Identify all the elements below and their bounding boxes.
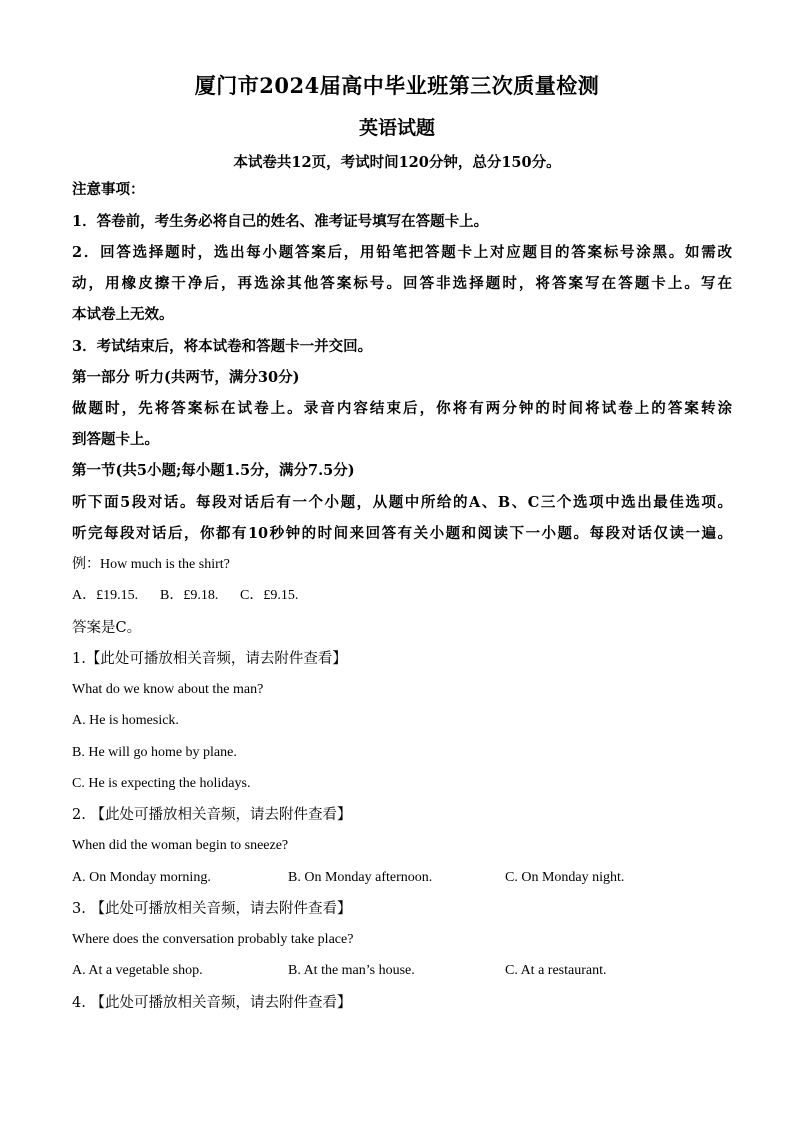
q2-option-c: C. On Monday night. — [505, 870, 625, 885]
q1-option-c: C. He is expecting the holidays. — [72, 776, 251, 791]
q1-option-b: B. He will go home by plane. — [72, 745, 237, 760]
section1-instr-line-2: 听完每段对话后，你都有10秒钟的时间来回答有关小题和阅读下一小题。每段对话仅读一遍。 — [72, 525, 732, 542]
q4-audio: 4. 【此处可播放相关音频，请去附件查看】 — [72, 995, 352, 1011]
q2-option-b: B. On Monday afternoon. — [288, 870, 433, 885]
q3-option-b: B. At the man’s house. — [288, 963, 415, 978]
q1-option-a: A. He is homesick. — [72, 713, 179, 728]
section1-instr-line-1: 听下面5段对话。每段对话后有一个小题，从题中所给的A、B、C三个选项中选出最佳选项。 — [72, 494, 732, 511]
q3-text: Where does the conversation probably take place? — [72, 932, 354, 947]
q3-option-a: A. At a vegetable shop. — [72, 963, 203, 978]
note-2-line-1: 2．回答选择题时，选出每小题答案后，用铅笔把答题卡上对应题目的答案标号涂黑。如需改 — [72, 244, 732, 261]
notes-heading: 注意事项： — [72, 181, 145, 198]
exam-info: 本试卷共12页，考试时间120分钟，总分150分。 — [233, 154, 561, 171]
exam-subtitle: 英语试题 — [358, 117, 435, 139]
q1-text: What do we know about the man? — [72, 682, 264, 697]
example-question: 例：How much is the shirt? — [72, 557, 230, 572]
part1-desc-line-2: 到答题卡上。 — [72, 431, 159, 448]
example-option-a: A．£19.15. — [72, 588, 139, 603]
example-answer: 答案是C。 — [72, 620, 142, 636]
part1-heading: 第一部分 听力(共两节，满分30分) — [72, 369, 300, 386]
example-option-c: C．£9.15. — [240, 588, 299, 603]
q2-option-a: A. On Monday morning. — [72, 870, 211, 885]
part1-desc-line-1: 做题时，先将答案标在试卷上。录音内容结束后，你将有两分钟的时间将试卷上的答案转涂 — [72, 400, 732, 417]
example-option-b: B．£9.18. — [160, 588, 219, 603]
q2-audio: 2. 【此处可播放相关音频，请去附件查看】 — [72, 807, 352, 823]
note-2-line-3: 本试卷上无效。 — [72, 306, 174, 323]
exam-title: 厦门市2024届高中毕业班第三次质量检测 — [194, 73, 600, 98]
note-1: 1．答卷前，考生务必将自己的姓名、准考证号填写在答题卡上。 — [72, 213, 489, 230]
q3-audio: 3. 【此处可播放相关音频，请去附件查看】 — [72, 901, 352, 917]
note-2-line-2: 动，用橡皮擦干净后，再选涂其他答案标号。回答非选择题时，将答案写在答题卡上。写在 — [72, 275, 732, 292]
q1-audio: 1.【此处可播放相关音频，请去附件查看】 — [72, 651, 347, 667]
note-3: 3．考试结束后，将本试卷和答题卡一并交回。 — [72, 338, 373, 355]
q2-text: When did the woman begin to sneeze? — [72, 838, 289, 853]
q3-option-c: C. At a restaurant. — [505, 963, 607, 978]
section1-heading: 第一节(共5小题;每小题1.5分，满分7.5分) — [72, 462, 355, 479]
